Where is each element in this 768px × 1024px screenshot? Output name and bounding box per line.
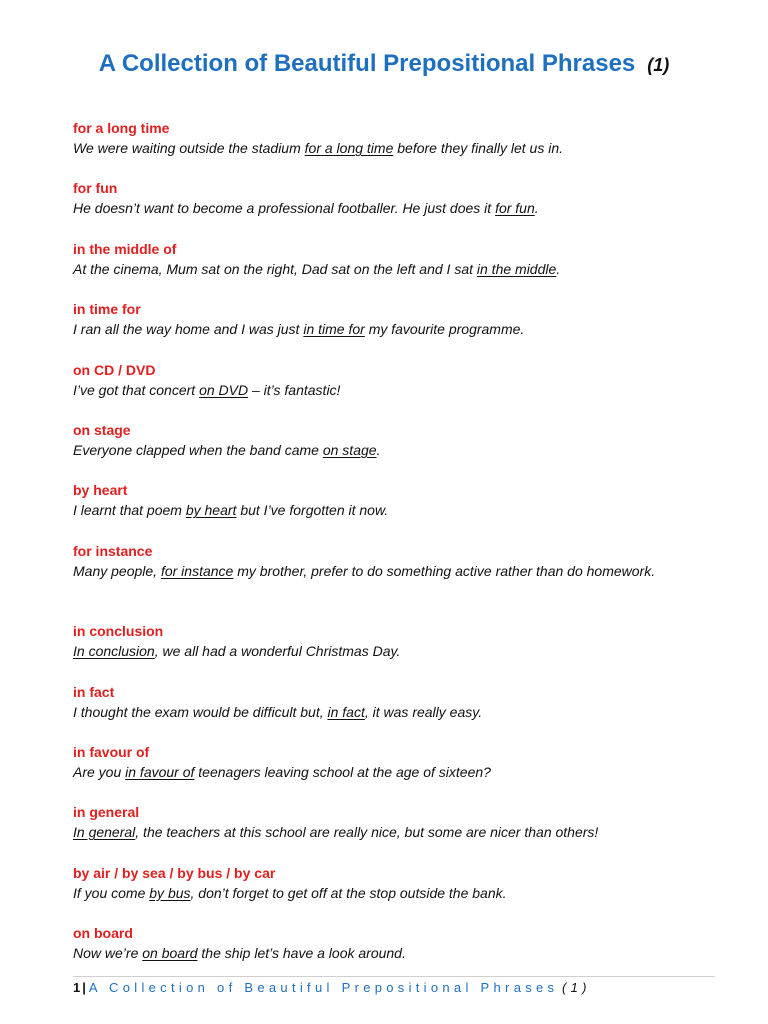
example-text: before they finally let us in. — [393, 140, 564, 156]
example-text: , the teachers at this school are really nice, but some are nicer than others! — [135, 824, 599, 841]
example-sentence — [73, 762, 715, 782]
example-text: Everyone clapped when the band came — [73, 441, 323, 458]
title-number: (1) — [647, 55, 670, 75]
example-text: Many people, — [73, 562, 161, 579]
phrase-entry — [73, 300, 715, 360]
phrase-entry — [73, 421, 715, 481]
example-phrase-underlined: in the middle — [476, 260, 557, 277]
footer-separator: | — [82, 980, 86, 995]
phrase-heading: for instance — [73, 542, 153, 559]
example-text: We were waiting outside the stadium — [73, 140, 305, 156]
phrase-heading: in general — [73, 804, 140, 821]
example-text: , we all had a wonderful Christmas Day. — [154, 643, 401, 660]
example-phrase-underlined: for a long time — [304, 140, 394, 156]
example-text: , don’t forget to get off at the stop outside the bank. — [190, 884, 507, 901]
phrase-heading: in favour of — [73, 743, 150, 760]
phrase-heading: on board — [73, 925, 133, 942]
example-text: . — [376, 441, 381, 458]
example-phrase-underlined: by heart — [185, 502, 237, 519]
example-sentence — [73, 561, 715, 581]
page-footer — [73, 980, 715, 995]
phrase-heading: for a long time — [73, 120, 170, 136]
example-sentence — [73, 198, 715, 218]
phrase-entry — [73, 683, 715, 743]
phrase-entry — [73, 864, 715, 924]
title-row — [0, 50, 768, 78]
example-sentence — [73, 500, 715, 520]
example-text: teenagers leaving school at the age of sixteen? — [194, 763, 491, 780]
phrase-entry — [73, 481, 715, 541]
phrase-entry — [73, 803, 715, 863]
example-sentence — [73, 883, 715, 903]
phrase-entry — [73, 542, 715, 622]
example-text: He doesn’t want to become a professional footballer. He just does it — [73, 200, 496, 217]
example-phrase-underlined: in favour of — [125, 763, 195, 780]
example-text: but I’ve forgotten it now. — [236, 502, 389, 519]
example-text: the ship let’s have a look around. — [197, 945, 406, 962]
phrase-entry — [73, 361, 715, 421]
phrase-entry — [73, 119, 715, 179]
example-text: . — [556, 260, 561, 277]
example-sentence — [73, 943, 715, 963]
phrase-heading: on CD / DVD — [73, 361, 156, 378]
example-phrase-underlined: for instance — [160, 562, 234, 579]
footer-page-number: 1 — [73, 980, 81, 995]
example-phrase-underlined: In conclusion — [73, 643, 155, 660]
phrase-heading: for fun — [73, 180, 118, 197]
example-phrase-underlined: for fun — [495, 200, 535, 217]
example-text: I thought the exam would be difficult but, — [73, 703, 328, 720]
example-phrase-underlined: in time for — [303, 321, 365, 338]
phrase-heading: on stage — [73, 421, 131, 438]
example-text: . — [534, 200, 539, 217]
phrase-entry — [73, 622, 715, 682]
example-phrase-underlined: on stage — [322, 441, 377, 458]
phrase-entry — [73, 743, 715, 803]
example-text: I’ve got that concert — [73, 381, 200, 398]
example-text: Are you — [73, 763, 126, 780]
footer-divider — [73, 976, 715, 977]
phrase-entry — [73, 240, 715, 300]
example-text: If you come — [73, 884, 150, 901]
example-text: my brother, prefer to do something active rather than do homework. — [233, 562, 656, 579]
example-text: I learnt that poem — [73, 502, 186, 519]
footer-title-number: (1) — [561, 980, 591, 995]
phrase-heading: in fact — [73, 683, 115, 700]
example-sentence — [73, 641, 715, 661]
example-text: , it was really easy. — [364, 703, 483, 720]
example-phrase-underlined: on board — [142, 945, 198, 962]
example-phrase-underlined: by bus — [149, 884, 191, 901]
example-sentence — [73, 440, 715, 460]
example-sentence — [73, 380, 715, 400]
phrase-heading: by air / by sea / by bus / by car — [73, 864, 276, 881]
page-title: A Collection of Beautiful Prepositional Phrases — [98, 50, 636, 77]
phrase-heading: in time for — [73, 301, 141, 318]
example-text: At the cinema, Mum sat on the right, Dad sat on the left and I sat — [73, 260, 477, 277]
footer-title: A Collection of Beautiful Prepositional Phrases — [88, 980, 559, 995]
example-text: – it’s fantastic! — [248, 381, 341, 398]
phrase-list — [73, 119, 715, 984]
phrase-heading: in the middle of — [73, 240, 177, 257]
example-text: I ran all the way home and I was just — [73, 321, 304, 338]
example-sentence — [73, 822, 715, 842]
example-sentence — [73, 702, 715, 722]
example-text: Now we’re — [73, 945, 143, 962]
example-text: my favourite programme. — [364, 321, 525, 338]
example-sentence — [73, 319, 715, 339]
phrase-heading: by heart — [73, 482, 128, 499]
example-phrase-underlined: In general — [73, 824, 136, 841]
example-sentence — [73, 138, 715, 158]
example-phrase-underlined: on DVD — [199, 381, 249, 398]
example-sentence — [73, 259, 715, 279]
example-phrase-underlined: in fact — [327, 703, 365, 720]
phrase-heading: in conclusion — [73, 623, 164, 640]
phrase-entry — [73, 179, 715, 239]
